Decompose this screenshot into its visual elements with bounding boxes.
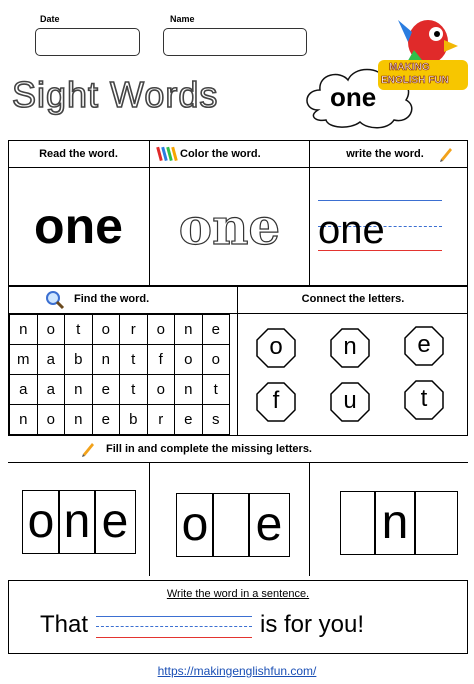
color-word-outline[interactable]: one (178, 197, 281, 256)
grid-cell[interactable]: e (202, 315, 230, 345)
octagon-letter: t (420, 385, 428, 412)
divider (149, 462, 150, 576)
letter-box[interactable]: n (58, 490, 96, 554)
letter-box[interactable] (340, 491, 376, 555)
connect-heading: Connect the letters. (301, 293, 405, 305)
grid-cell[interactable]: n (175, 315, 203, 345)
octagon-letter: u (343, 387, 357, 414)
grid-cell[interactable]: e (92, 405, 120, 435)
octagon-letter: e (417, 331, 431, 358)
grid-cell[interactable]: o (92, 315, 120, 345)
letter-box[interactable]: e (248, 493, 290, 557)
grid-cell[interactable]: n (65, 375, 93, 405)
grid-cell[interactable]: n (92, 345, 120, 375)
grid-cell[interactable]: o (147, 375, 175, 405)
octagon-letter: f (272, 387, 280, 414)
letter-octagon[interactable] (256, 328, 296, 368)
letter-octagon[interactable] (404, 326, 444, 366)
word-search-grid (9, 314, 230, 435)
pencil-icon (80, 441, 96, 457)
grid-cell[interactable]: a (10, 375, 38, 405)
grid-cell[interactable]: r (120, 315, 148, 345)
divider (8, 462, 468, 463)
table-row (10, 375, 230, 405)
logo-text-making: MAKING (389, 62, 430, 73)
grid-cell[interactable]: o (202, 345, 230, 375)
name-field[interactable] (163, 28, 307, 56)
letter-box[interactable]: o (22, 490, 60, 554)
date-field[interactable] (35, 28, 140, 56)
read-word: one (34, 198, 123, 254)
sentence-before: That (40, 611, 89, 638)
page-title: Sight Words (12, 74, 219, 115)
grid-cell[interactable]: t (65, 315, 93, 345)
grid-cell[interactable]: m (10, 345, 38, 375)
find-heading: Find the word. (74, 293, 150, 305)
divider (309, 462, 310, 576)
missing-letters-set-1 (22, 490, 134, 552)
letter-box[interactable]: e (94, 490, 136, 554)
word-badge: one (330, 82, 377, 112)
footer-link[interactable]: https://makingenglishfun.com/ (157, 664, 317, 678)
letter-box[interactable] (414, 491, 458, 555)
crayons-icon (156, 145, 180, 163)
grid-cell[interactable]: t (202, 375, 230, 405)
sentence-blank[interactable] (96, 612, 252, 640)
grid-cell[interactable]: t (120, 375, 148, 405)
pencil-icon (438, 146, 454, 162)
divider (8, 167, 468, 168)
color-heading: Color the word. (180, 148, 261, 160)
grid-cell[interactable]: n (65, 405, 93, 435)
grid-cell[interactable]: e (175, 405, 203, 435)
table-row (10, 315, 230, 345)
divider (309, 140, 310, 286)
letter-box[interactable] (212, 493, 250, 557)
grid-cell[interactable]: t (120, 345, 148, 375)
letter-box[interactable]: n (374, 491, 416, 555)
grid-cell[interactable]: n (10, 315, 38, 345)
sentence-after: is for you! (260, 611, 365, 638)
magnifier-icon (45, 290, 65, 310)
grid-cell[interactable]: n (175, 375, 203, 405)
grid-cell[interactable]: o (175, 345, 203, 375)
grid-cell[interactable]: s (202, 405, 230, 435)
write-heading: write the word. (346, 148, 424, 160)
grid-cell[interactable]: n (10, 405, 38, 435)
missing-letters-set-2 (176, 493, 288, 555)
letter-box[interactable]: o (176, 493, 214, 557)
grid-cell[interactable]: b (120, 405, 148, 435)
letter-octagon[interactable] (330, 382, 370, 422)
grid-cell[interactable]: a (37, 375, 65, 405)
table-row (10, 405, 230, 435)
grid-cell[interactable]: o (37, 405, 65, 435)
letter-octagon[interactable] (404, 380, 444, 420)
grid-cell[interactable]: f (147, 345, 175, 375)
grid-cell[interactable]: o (147, 315, 175, 345)
octagon-letter: n (343, 333, 357, 360)
grid-cell[interactable]: o (37, 315, 65, 345)
date-label: Date (40, 14, 60, 24)
octagon-letter: o (269, 333, 283, 360)
missing-heading: Fill in and complete the missing letters. (106, 443, 312, 455)
guide-line-top (318, 200, 442, 201)
grid-cell[interactable]: a (37, 345, 65, 375)
write-word[interactable]: one (318, 208, 385, 252)
read-heading: Read the word. (39, 148, 118, 160)
grid-cell[interactable]: b (65, 345, 93, 375)
letter-octagon[interactable] (330, 328, 370, 368)
table-row (10, 345, 230, 375)
grid-cell[interactable]: e (92, 375, 120, 405)
logo-text-english-fun: ENGLISH FUN (381, 75, 449, 86)
grid-cell[interactable]: r (147, 405, 175, 435)
sentence-heading: Write the word in a sentence. (166, 588, 310, 600)
letter-octagon[interactable] (256, 382, 296, 422)
name-label: Name (170, 14, 195, 24)
missing-letters-set-3 (340, 491, 456, 553)
